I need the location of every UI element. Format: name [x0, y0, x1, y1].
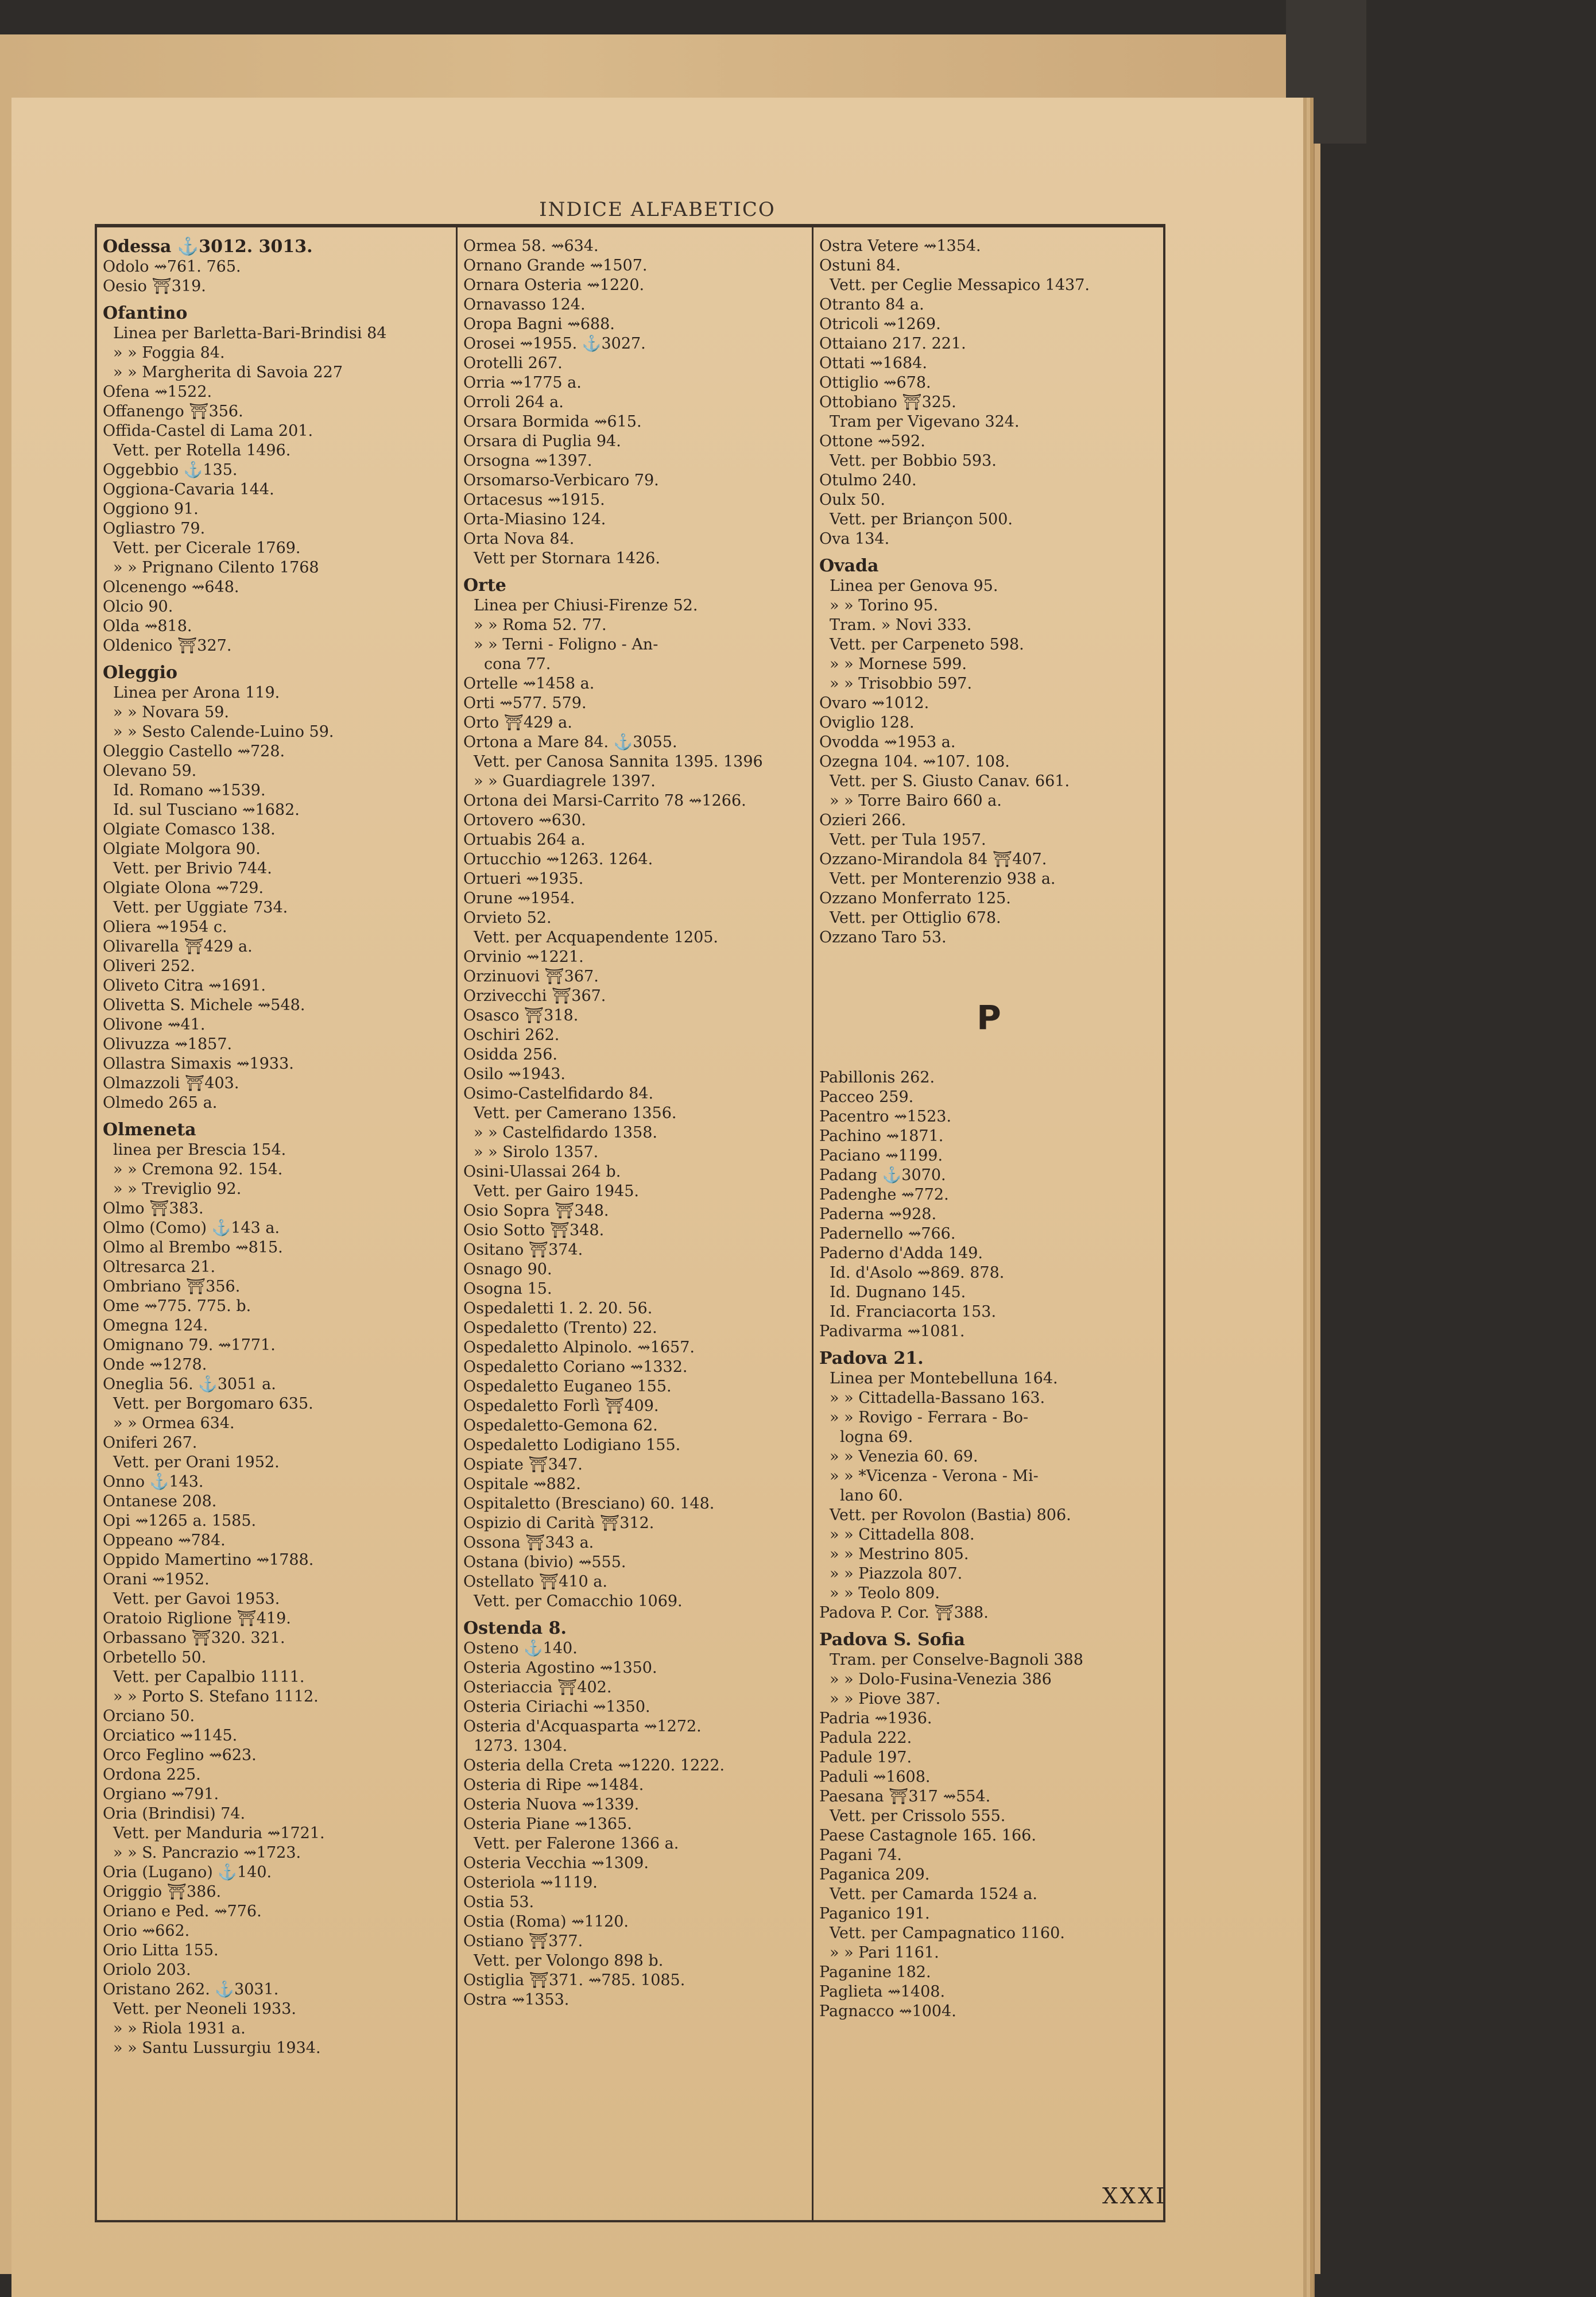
index-entry: Ositano ⛩374.	[463, 1241, 583, 1259]
index-entry: Ortacesus ⇝1915.	[463, 491, 605, 509]
index-entry: Ospedaletto-Gemona 62.	[463, 1417, 658, 1434]
index-entry: Vett. per Ottiglio 678.	[830, 909, 1001, 927]
index-entry: » » Piove 387.	[830, 1690, 941, 1708]
index-entry: Ottone ⇝592.	[819, 432, 925, 450]
index-entry: Linea per Montebelluna 164.	[830, 1370, 1058, 1387]
index-entry: Vett. per Ceglie Messapico 1437.	[830, 276, 1090, 294]
index-entry: Orco Feglino ⇝623.	[103, 1746, 257, 1764]
index-entry: Oria (Lugano) ⚓140.	[103, 1863, 272, 1881]
index-heading: Oleggio	[103, 663, 177, 683]
index-entry: Orio Litta 155.	[103, 1942, 219, 1959]
index-entry: Orvieto 52.	[463, 909, 552, 927]
index-entry: Vett. per Carpeneto 598.	[830, 636, 1024, 653]
index-entry: Ospedaletto Lodigiano 155.	[463, 1436, 681, 1454]
index-entry: Otranto 84 a.	[819, 296, 924, 314]
index-entry: Linea per Genova 95.	[830, 577, 998, 595]
index-entry: Linea per Arona 119.	[113, 684, 280, 702]
index-entry: Padula 222.	[819, 1729, 912, 1747]
index-entry: linea per Brescia 154.	[113, 1141, 286, 1159]
index-entry: Oriano e Ped. ⇝776.	[103, 1902, 262, 1920]
index-entry: Osteria Agostino ⇝1350.	[463, 1659, 657, 1677]
index-entry: Vett. per Crissolo 555.	[830, 1807, 1006, 1825]
index-entry: Ofena ⇝1522.	[103, 383, 212, 401]
index-entry: Otricoli ⇝1269.	[819, 315, 941, 333]
index-entry: Ova 134.	[819, 530, 890, 548]
index-entry: Olgiate Molgora 90.	[103, 840, 261, 858]
index-entry: logna 69.	[840, 1428, 913, 1446]
index-entry: » » Roma 52. 77.	[474, 616, 607, 634]
index-entry: Vett. per Manduria ⇝1721.	[113, 1824, 325, 1842]
index-entry: Vett. per Acquapendente 1205.	[474, 929, 719, 946]
index-entry: Olevano 59.	[103, 762, 197, 780]
index-frame	[95, 224, 1165, 2222]
index-entry: Orto ⛩429 a.	[463, 714, 572, 732]
index-entry: » » Rovigo - Ferrara - Bo-	[830, 1409, 1029, 1426]
index-entry: Osteria della Creta ⇝1220. 1222.	[463, 1757, 725, 1774]
index-entry: Olcio 90.	[103, 598, 173, 616]
index-entry: Oliera ⇝1954 c.	[103, 918, 227, 936]
index-entry: » » Sesto Calende-Luino 59.	[113, 723, 334, 741]
index-heading: Odessa ⚓3012. 3013.	[103, 237, 313, 257]
index-heading: Orte	[463, 575, 506, 595]
index-entry: Orroli 264 a.	[463, 393, 564, 411]
index-entry: » » Treviglio 92.	[113, 1180, 242, 1198]
index-entry: Oulx 50.	[819, 491, 885, 509]
index-entry: » » Cremona 92. 154.	[113, 1161, 283, 1178]
index-entry: Ostellato ⛩410 a.	[463, 1573, 607, 1591]
index-entry: Orsogna ⇝1397.	[463, 452, 592, 470]
index-entry: Osnago 90.	[463, 1260, 552, 1278]
index-entry: Oristano 262. ⚓3031.	[103, 1981, 279, 1998]
index-entry: Ozzano-Mirandola 84 ⛩407.	[819, 850, 1047, 868]
index-entry: Offida-Castel di Lama 201.	[103, 422, 313, 440]
index-entry: Olmedo 265 a.	[103, 1094, 218, 1112]
index-entry: Olmo ⛩383.	[103, 1200, 204, 1217]
index-entry: Ovaro ⇝1012.	[819, 694, 929, 712]
index-heading: Olmeneta	[103, 1120, 196, 1140]
index-entry: Vett. per Borgomaro 635.	[113, 1395, 313, 1413]
index-entry: Oneglia 56. ⚓3051 a.	[103, 1375, 276, 1393]
index-entry: Ortona dei Marsi-Carrito 78 ⇝1266.	[463, 792, 746, 810]
index-heading: Ofantino	[103, 303, 188, 323]
index-entry: Oppeano ⇝784.	[103, 1532, 226, 1549]
index-entry: Ottobiano ⛩325.	[819, 393, 956, 411]
index-entry: Pachino ⇝1871.	[819, 1127, 944, 1145]
index-entry: Ottaiano 217. 221.	[819, 335, 966, 353]
index-entry: Ozieri 266.	[819, 811, 907, 829]
index-entry: Pacceo 259.	[819, 1088, 914, 1106]
index-entry: » » Terni - Foligno - An-	[474, 636, 658, 653]
index-entry: » » Venezia 60. 69.	[830, 1448, 978, 1465]
index-entry: Vett. per Uggiate 734.	[113, 899, 288, 917]
index-entry: » » Teolo 809.	[830, 1584, 940, 1602]
index-entry: Ospitale ⇝882.	[463, 1475, 581, 1493]
index-entry: Padenghe ⇝772.	[819, 1186, 949, 1204]
index-entry: Omignano 79. ⇝1771.	[103, 1336, 276, 1354]
index-entry: cona 77.	[484, 655, 551, 673]
index-entry: » » Castelfidardo 1358.	[474, 1124, 657, 1142]
spacer	[819, 1049, 1159, 1068]
index-entry: Osasco ⛩318.	[463, 1007, 579, 1024]
index-entry: » » Ormea 634.	[113, 1414, 235, 1432]
index-entry: Osteria Ciriachi ⇝1350.	[463, 1698, 650, 1716]
index-entry: Pacentro ⇝1523.	[819, 1108, 952, 1126]
index-entry: Oltresarca 21.	[103, 1258, 216, 1276]
index-entry: Orzinuovi ⛩367.	[463, 968, 599, 985]
index-entry: Ottiglio ⇝678.	[819, 374, 931, 392]
page-number: XXXI	[1102, 2183, 1167, 2209]
index-entry: Olivarella ⛩429 a.	[103, 938, 253, 956]
index-entry: Orzivecchi ⛩367.	[463, 987, 606, 1005]
index-entry: Onde ⇝1278.	[103, 1356, 207, 1374]
index-entry: Ostana (bivio) ⇝555.	[463, 1553, 626, 1571]
spacer	[819, 967, 1159, 987]
index-column-3	[812, 227, 1163, 2220]
index-entry: Omegna 124.	[103, 1317, 208, 1335]
index-entry: Olgiate Olona ⇝729.	[103, 879, 264, 897]
index-entry: Orio ⇝662.	[103, 1922, 190, 1940]
index-entry: Padivarma ⇝1081.	[819, 1322, 965, 1340]
index-entry: Onno ⚓143.	[103, 1473, 204, 1491]
index-entry: Linea per Barletta-Bari-Brindisi 84	[113, 324, 387, 342]
index-entry: Odolo ⇝761. 765.	[103, 258, 241, 276]
index-entry: Olivuzza ⇝1857.	[103, 1035, 233, 1053]
index-entry: Ortuabis 264 a.	[463, 831, 586, 849]
index-entry: » » Torino 95.	[830, 597, 939, 614]
index-entry: » » Pari 1161.	[830, 1944, 939, 1962]
index-entry: Ortovero ⇝630.	[463, 811, 586, 829]
index-entry: Ospedaletto Coriano ⇝1332.	[463, 1358, 688, 1376]
index-entry: Osilo ⇝1943.	[463, 1065, 566, 1083]
index-entry: Oschiri 262.	[463, 1026, 560, 1044]
index-entry: Osteno ⚓140.	[463, 1639, 578, 1657]
index-entry: Orune ⇝1954.	[463, 890, 575, 907]
index-entry: Oriolo 203.	[103, 1961, 191, 1979]
index-entry: Ospitaletto (Bresciano) 60. 148.	[463, 1495, 715, 1513]
index-entry: Vett. per Volongo 898 b.	[474, 1952, 664, 1970]
index-entry: Ortelle ⇝1458 a.	[463, 675, 595, 693]
index-entry: Osteria di Ripe ⇝1484.	[463, 1776, 644, 1794]
index-entry: Ostia (Roma) ⇝1120.	[463, 1913, 629, 1931]
index-entry: Orotelli 267.	[463, 354, 563, 372]
index-entry: Ospiate ⛩347.	[463, 1456, 583, 1474]
index-entry: Linea per Chiusi-Firenze 52.	[474, 597, 698, 614]
index-entry: Oria (Brindisi) 74.	[103, 1805, 246, 1823]
index-entry: Paglieta ⇝1408.	[819, 1983, 946, 2001]
index-entry: Ozzano Monferrato 125.	[819, 890, 1011, 907]
index-entry: Vett. per Camarda 1524 a.	[830, 1885, 1037, 1903]
index-entry: Ornavasso 124.	[463, 296, 586, 314]
index-entry: Vett. per Brivio 744.	[113, 860, 272, 877]
index-entry: Oggiono 91.	[103, 500, 199, 518]
spacer	[819, 948, 1159, 967]
index-entry: Paese Castagnole 165. 166.	[819, 1827, 1036, 1844]
index-entry: Osteria Piane ⇝1365.	[463, 1815, 632, 1833]
index-entry: Ottati ⇝1684.	[819, 354, 927, 372]
index-entry: Paderna ⇝928.	[819, 1205, 937, 1223]
index-entry: Origgio ⛩386.	[103, 1883, 222, 1901]
index-entry: Oratoio Riglione ⛩419.	[103, 1610, 291, 1627]
index-entry: Oliveto Citra ⇝1691.	[103, 977, 266, 995]
index-entry: Osio Sopra ⛩348.	[463, 1202, 609, 1220]
index-entry: Orbassano ⛩320. 321.	[103, 1629, 285, 1647]
index-page	[11, 98, 1303, 2297]
index-entry: » » Novara 59.	[113, 703, 229, 721]
index-entry: Orani ⇝1952.	[103, 1571, 210, 1588]
index-entry: Ospedaletto Euganeo 155.	[463, 1378, 672, 1395]
index-entry: Padule 197.	[819, 1749, 912, 1766]
index-entry: Orgiano ⇝791.	[103, 1785, 219, 1803]
index-entry: Orria ⇝1775 a.	[463, 374, 582, 392]
index-entry: 1273. 1304.	[474, 1737, 568, 1755]
index-entry: Padang ⚓3070.	[819, 1166, 946, 1184]
index-entry: » » Porto S. Stefano 1112.	[113, 1688, 319, 1706]
index-heading: Ovada	[819, 556, 879, 576]
index-entry: » » Mestrino 805.	[830, 1545, 969, 1563]
index-entry: Ostuni 84.	[819, 257, 901, 274]
index-entry: Ogliastro 79.	[103, 520, 206, 537]
index-entry: Paduli ⇝1608.	[819, 1768, 931, 1786]
index-entry: Paganico 191.	[819, 1905, 930, 1923]
index-entry: Osteria Nuova ⇝1339.	[463, 1796, 640, 1813]
index-entry: Vett. per Capalbio 1111.	[113, 1668, 305, 1686]
index-entry: Orta Nova 84.	[463, 530, 575, 548]
index-entry: Ospizio di Carità ⛩312.	[463, 1514, 654, 1532]
index-entry: Ozegna 104. ⇝107. 108.	[819, 753, 1010, 771]
index-entry: Orta-Miasino 124.	[463, 511, 606, 528]
index-entry: Tram. per Conselve-Bagnoli 388	[830, 1651, 1083, 1669]
index-entry: Vett per Stornara 1426.	[474, 550, 660, 567]
index-entry: Offanengo ⛩356.	[103, 403, 243, 420]
index-entry: Osogna 15.	[463, 1280, 552, 1298]
index-entry: Oesio ⛩319.	[103, 277, 206, 295]
index-entry: Ormea 58. ⇝634.	[463, 237, 599, 255]
index-entry: Orsomarso-Verbicaro 79.	[463, 471, 659, 489]
index-entry: Oldenico ⛩327.	[103, 637, 232, 655]
index-entry: Ostia 53.	[463, 1893, 534, 1911]
index-entry: Paciano ⇝1199.	[819, 1147, 943, 1165]
index-entry: Id. Franciacorta 153.	[830, 1303, 997, 1321]
index-entry: Oliveri 252.	[103, 957, 195, 975]
index-entry: Orti ⇝577. 579.	[463, 694, 587, 712]
index-entry: Orosei ⇝1955. ⚓3027.	[463, 335, 646, 353]
index-entry: Otulmo 240.	[819, 471, 917, 489]
index-entry: Id. sul Tusciano ⇝1682.	[113, 801, 300, 819]
index-entry: Ostiano ⛩377.	[463, 1932, 583, 1950]
index-entry: Osteria d'Acquasparta ⇝1272.	[463, 1718, 702, 1735]
index-entry: » » Dolo-Fusina-Venezia 386	[830, 1670, 1052, 1688]
index-entry: Tram. » Novi 333.	[830, 616, 972, 634]
index-column-2	[456, 227, 812, 2220]
index-entry: Ollastra Simaxis ⇝1933.	[103, 1055, 294, 1073]
index-entry: Vett. per Orani 1952.	[113, 1453, 280, 1471]
index-entry: » » Foggia 84.	[113, 344, 225, 362]
index-entry: Vett. per Cicerale 1769.	[113, 539, 301, 557]
index-entry: » » Prignano Cilento 1768	[113, 559, 319, 577]
index-entry: Oniferi 267.	[103, 1434, 197, 1452]
index-entry: Ospedaletto (Trento) 22.	[463, 1319, 657, 1337]
index-entry: Vett. per Gairo 1945.	[474, 1182, 639, 1200]
index-entry: Oggebbio ⚓135.	[103, 461, 238, 479]
index-entry: Vett. per Falerone 1366 a.	[474, 1835, 679, 1853]
index-entry: » » Margherita di Savoia 227	[113, 364, 343, 381]
index-entry: Osteriaccia ⛩402.	[463, 1679, 612, 1696]
index-entry: Vett. per Canosa Sannita 1395. 1396	[474, 753, 763, 771]
index-heading: Padova S. Sofia	[819, 1630, 965, 1650]
index-entry: » » S. Pancrazio ⇝1723.	[113, 1844, 301, 1862]
index-entry: Vett. per Gavoi 1953.	[113, 1590, 280, 1608]
index-entry: Osidda 256.	[463, 1046, 557, 1064]
index-entry: Ossona ⛩343 a.	[463, 1534, 594, 1552]
index-entry: Ortona a Mare 84. ⚓3055.	[463, 733, 677, 751]
index-entry: » » Riola 1931 a.	[113, 2020, 246, 2037]
index-entry: Ornano Grande ⇝1507.	[463, 257, 648, 274]
index-entry: Oggiona-Cavaria 144.	[103, 481, 274, 498]
index-entry: Tram per Vigevano 324.	[830, 413, 1020, 431]
index-entry: Vett. per Briançon 500.	[830, 511, 1013, 528]
index-entry: Ostra Vetere ⇝1354.	[819, 237, 981, 255]
index-entry: Osini-Ulassai 264 b.	[463, 1163, 621, 1181]
index-entry: Pabillonis 262.	[819, 1069, 935, 1086]
index-entry: » » Guardiagrele 1397.	[474, 772, 656, 790]
index-entry: Opi ⇝1265 a. 1585.	[103, 1512, 257, 1530]
index-entry: Vett. per Monterenzio 938 a.	[830, 870, 1056, 888]
index-entry: Vett. per Comacchio 1069.	[474, 1592, 683, 1610]
index-entry: Ordona 225.	[103, 1766, 201, 1784]
index-entry: Oleggio Castello ⇝728.	[103, 743, 285, 760]
index-entry: Ozzano Taro 53.	[819, 929, 947, 946]
index-entry: Paganica 209.	[819, 1866, 930, 1884]
index-entry: Paganine 182.	[819, 1963, 931, 1981]
index-entry: Ombriano ⛩356.	[103, 1278, 241, 1296]
index-entry: Olda ⇝818.	[103, 617, 192, 635]
index-entry: Pagnacco ⇝1004.	[819, 2002, 956, 2020]
index-entry: Olgiate Comasco 138.	[103, 821, 276, 838]
index-entry: Orciatico ⇝1145.	[103, 1727, 238, 1745]
index-entry: Orvinio ⇝1221.	[463, 948, 584, 966]
index-entry: Ome ⇝775. 775. b.	[103, 1297, 251, 1315]
index-entry: Ostra ⇝1353.	[463, 1991, 570, 2009]
index-entry: Padria ⇝1936.	[819, 1710, 932, 1727]
index-column-1	[97, 227, 456, 2220]
index-entry: Osimo-Castelfidardo 84.	[463, 1085, 654, 1103]
index-entry: » » Santu Lussurgiu 1934.	[113, 2039, 321, 2057]
index-entry: Paderno d'Adda 149.	[819, 1244, 983, 1262]
section-letter: P	[977, 998, 1001, 1037]
index-entry: Olmo (Como) ⚓143 a.	[103, 1219, 280, 1237]
index-entry: Id. Romano ⇝1539.	[113, 782, 266, 799]
index-entry: Vett. per Bobbio 593.	[830, 452, 997, 470]
index-entry: Olivetta S. Michele ⇝548.	[103, 996, 305, 1014]
index-entry: Ortucchio ⇝1263. 1264.	[463, 850, 653, 868]
index-entry: Osteria Vecchia ⇝1309.	[463, 1854, 649, 1872]
index-entry: Ospedaletto Forlì ⛩409.	[463, 1397, 659, 1415]
index-entry: Ostiglia ⛩371. ⇝785. 1085.	[463, 1971, 685, 1989]
index-entry: Vett. per S. Giusto Canav. 661.	[830, 772, 1070, 790]
index-heading: Ostenda 8.	[463, 1618, 567, 1638]
index-entry: Ovodda ⇝1953 a.	[819, 733, 956, 751]
index-entry: Osteriola ⇝1119.	[463, 1874, 598, 1892]
index-entry: Vett. per Camerano 1356.	[474, 1104, 677, 1122]
index-entry: lano 60.	[840, 1487, 903, 1505]
index-entry: Oropa Bagni ⇝688.	[463, 315, 615, 333]
index-entry: Ospedaletto Alpinolo. ⇝1657.	[463, 1339, 695, 1356]
index-entry: Ortueri ⇝1935.	[463, 870, 584, 888]
index-entry: Id. d'Asolo ⇝869. 878.	[830, 1264, 1005, 1282]
index-entry: Id. Dugnano 145.	[830, 1283, 966, 1301]
index-entry: Olcenengo ⇝648.	[103, 578, 239, 596]
index-entry: Vett. per Neoneli 1933.	[113, 2000, 296, 2018]
index-entry: » » Torre Bairo 660 a.	[830, 792, 1002, 810]
index-entry: Vett. per Rotella 1496.	[113, 442, 291, 459]
index-entry: Orsara di Puglia 94.	[463, 432, 621, 450]
index-entry: Padernello ⇝766.	[819, 1225, 956, 1243]
index-entry: Padova P. Cor. ⛩388.	[819, 1604, 989, 1622]
index-entry: Orsara Bormida ⇝615.	[463, 413, 642, 431]
index-entry: Pagani 74.	[819, 1846, 902, 1864]
index-entry: Olmazzoli ⛩403.	[103, 1074, 239, 1092]
index-entry: Osio Sotto ⛩348.	[463, 1221, 605, 1239]
index-entry: » » Piazzola 807.	[830, 1565, 963, 1583]
index-entry: Paesana ⛩317 ⇝554.	[819, 1788, 991, 1805]
index-heading: Padova 21.	[819, 1348, 924, 1368]
index-entry: » » Cittadella-Bassano 163.	[830, 1389, 1045, 1407]
index-entry: Ornara Osteria ⇝1220.	[463, 276, 645, 294]
index-entry: Ontanese 208.	[103, 1492, 217, 1510]
index-entry: » » Mornese 599.	[830, 655, 967, 673]
index-entry: Orciano 50.	[103, 1707, 195, 1725]
index-entry: Olivone ⇝41.	[103, 1016, 206, 1034]
index-entry: Orbetello 50.	[103, 1649, 207, 1666]
index-entry: Ospedaletti 1. 2. 20. 56.	[463, 1300, 653, 1317]
index-entry: Vett. per Rovolon (Bastia) 806.	[830, 1506, 1071, 1524]
page-header: INDICE ALFABETICO	[539, 198, 776, 221]
index-entry: Olmo al Brembo ⇝815.	[103, 1239, 283, 1256]
index-entry: » » Cittadella 808.	[830, 1526, 975, 1544]
index-entry: Oppido Mamertino ⇝1788.	[103, 1551, 314, 1569]
index-entry: » » Sirolo 1357.	[474, 1143, 599, 1161]
index-entry: Oviglio 128.	[819, 714, 915, 732]
index-entry: Vett. per Campagnatico 1160.	[830, 1924, 1065, 1942]
index-entry: » » *Vicenza - Verona - Mi-	[830, 1467, 1039, 1485]
index-entry: Vett. per Tula 1957.	[830, 831, 986, 849]
index-entry: » » Trisobbio 597.	[830, 675, 973, 693]
